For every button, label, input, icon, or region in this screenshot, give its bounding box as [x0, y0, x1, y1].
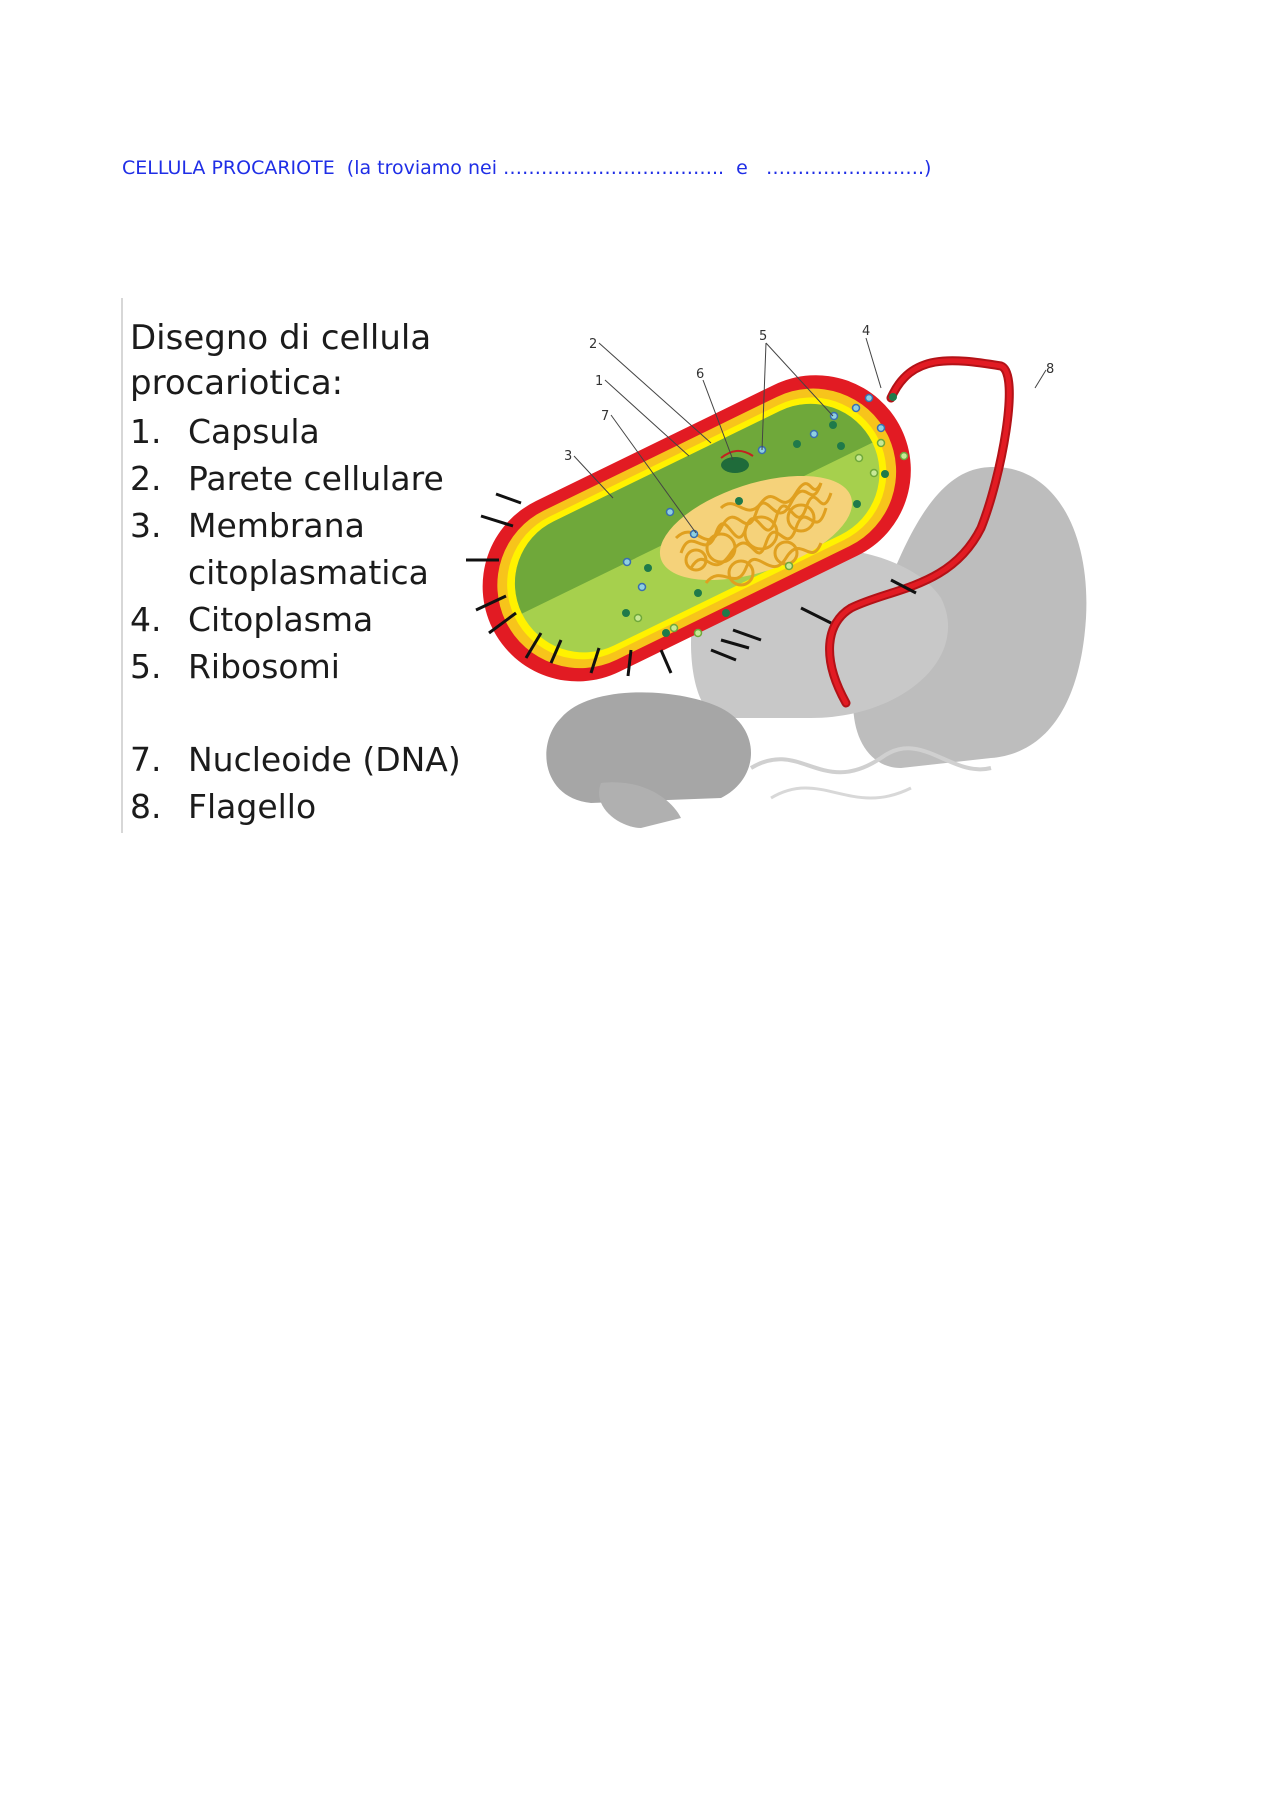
- legend-number: 8.: [130, 787, 162, 826]
- legend-number: 4.: [130, 600, 162, 639]
- legend-label: Flagello: [188, 787, 317, 826]
- legend-number: 5.: [130, 647, 162, 686]
- legend-label: Capsula: [188, 412, 320, 451]
- legend-label: Membrana citoplasmatica: [188, 506, 429, 592]
- legend-number: 7.: [130, 740, 162, 779]
- callout-3: 3: [564, 449, 573, 464]
- callout-2: 2: [589, 337, 598, 352]
- legend-number: 2.: [130, 459, 162, 498]
- callout-8: 8: [1046, 362, 1055, 377]
- callout-6: 6: [696, 367, 705, 382]
- cell-diagram: [121, 298, 1097, 833]
- legend-label: Parete cellulare: [188, 459, 444, 498]
- callout-7: 7: [601, 409, 610, 424]
- legend-label: Citoplasma: [188, 600, 374, 639]
- prokaryotic-cell-figure: [121, 298, 1097, 833]
- legend-number: 3.: [130, 506, 162, 545]
- callout-5: 5: [759, 329, 768, 344]
- legend-label: Nucleoide (DNA): [188, 740, 461, 779]
- callout-1: 1: [595, 374, 604, 389]
- legend-label: Ribosomi: [188, 647, 340, 686]
- callout-4: 4: [862, 324, 871, 339]
- legend-title: Disegno di cellula procariotica:: [130, 318, 432, 403]
- page-heading: CELLULA PROCARIOTE (la troviamo nei …………………………….. e …………………….): [122, 157, 932, 179]
- legend-number: 1.: [130, 412, 162, 451]
